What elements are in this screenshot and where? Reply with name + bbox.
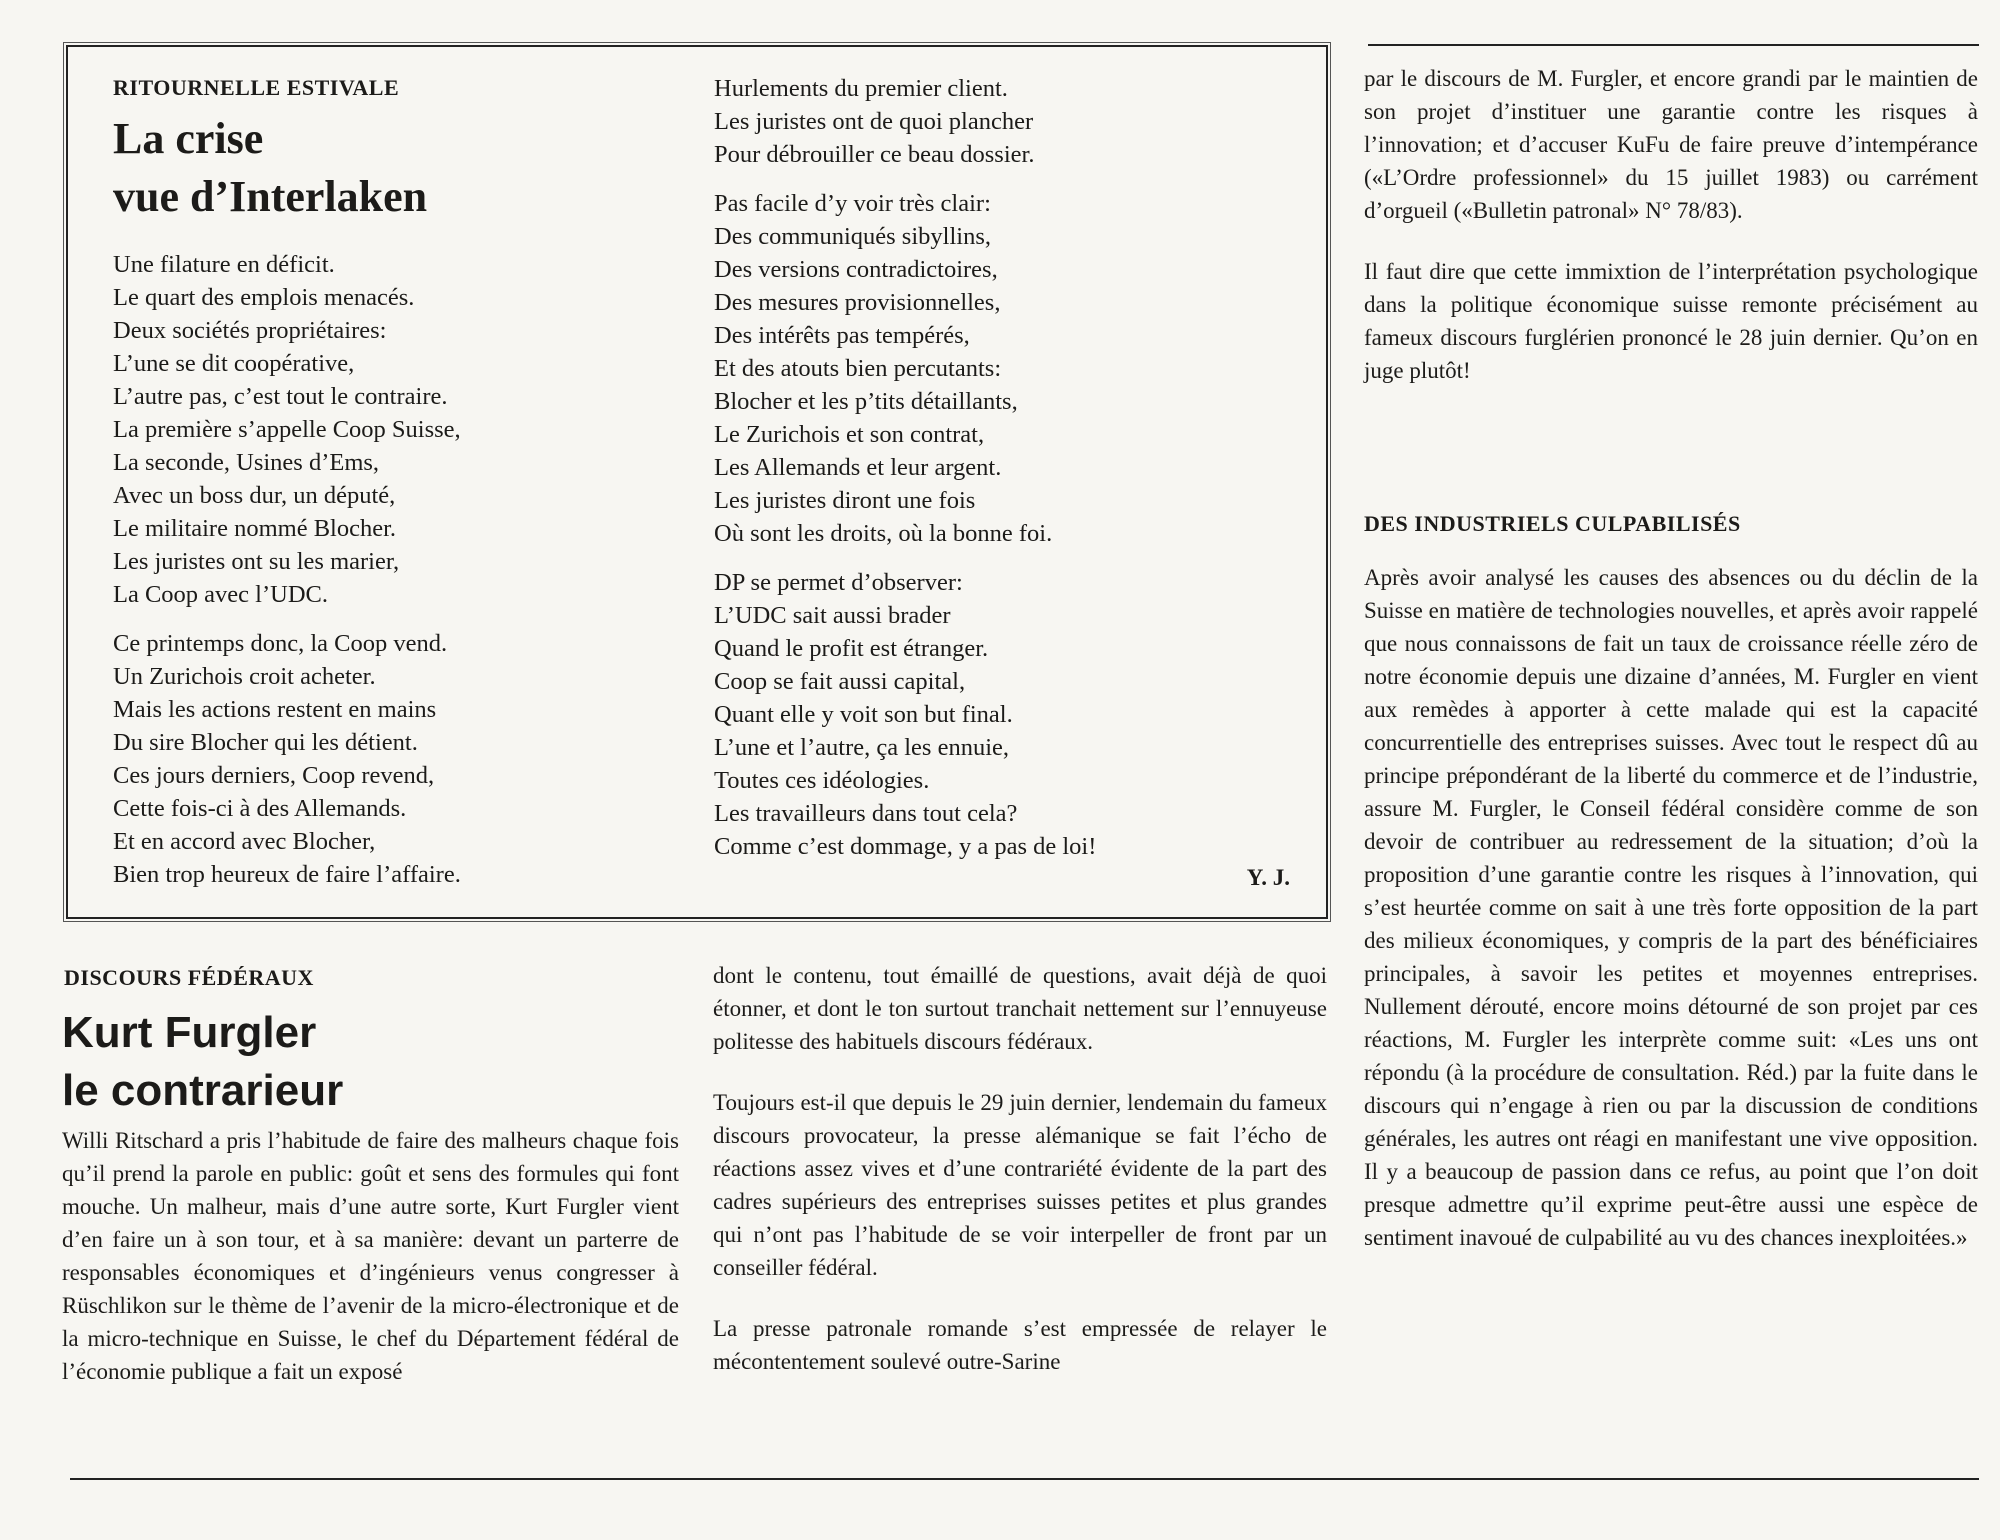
poem-line: Du sire Blocher qui les détient. (113, 729, 418, 756)
page-bottom-rule (70, 1478, 1979, 1480)
article-title (62, 1002, 343, 1118)
poem-line: Les Allemands et leur argent. (714, 454, 1002, 481)
poem-line: Pour débrouiller ce beau dossier. (714, 141, 1035, 168)
article-column-3-top (1364, 62, 1978, 387)
article-title-line-2: le contrarieur (62, 1066, 344, 1115)
poem-line: Le quart des emplois menacés. (113, 284, 415, 311)
poem-stanza (714, 566, 1304, 863)
article-paragraph: dont le contenu, tout émaillé de questions, avait déjà de quoi étonner, et dont le ton surtout tranchait nettement sur l’ennuyeuse politesse des habituels discours fédéraux. (713, 963, 1327, 1054)
article-column-3-bottom (1364, 561, 1978, 1254)
poem-stanza (113, 248, 673, 611)
article-paragraph: Après avoir analysé les causes des absences ou du déclin de la Suisse en matière de technologies nouvelles, et après avoir rappelé que nous connaissons de fait un taux de croissance réelle zéro de notre économie depuis une dizaine d’années, M. Furgler en vient aux remèdes à apporter à cette malade qui est la capacité concurrentielle des entreprises suisses. Avec tout le respect dû au principe prépondérant de la liberté du commerce et de l’industrie, assure M. Furgler, le Conseil fédéral considère comme de son devoir de contribuer au redressement de la situation; d’où la proposition d’une garantie contre les risques à l’innovation, qui s’est heurtée comme on sait à une très forte opposition de la part des milieux économiques, y compris de la part des bénéficiaires principales, à savoir les petites et moyennes entreprises. Nullement dérouté, encore moins détourné de son projet par ces réactions, M. Furgler les interprète comme suit: «Les uns ont répondu (à la procédure de consultation. Réd.) par la fuite dans le discours qui n’engage à rien ou par la discussion de conditions générales, les autres ont réagi en manifestant une vive opposition. Il y a beaucoup de passion dans ce refus, au point que l’on doit presque admettre qu’il exprime peut-être aussi une espèce de sentiment inavoué de culpabilité au vu des chances inexploitées.» (1364, 565, 1978, 1250)
poem-line: Cette fois-ci à des Allemands. (113, 795, 407, 822)
poem-title-line-2: vue d’Interlaken (113, 172, 428, 221)
article-paragraph: par le discours de M. Furgler, et encore grandi par le maintien de son projet d’instituer une garantie contre les risques à l’innovation; et d’accuser KuFu de faire preuve d’intempérance («L’Ordre professionnel» du 15 juillet 1983) ou carrément d’orgueil («Bulletin patronal» N° 78/83). (1364, 66, 1978, 223)
poem-line: Où sont les droits, où la bonne foi. (714, 520, 1053, 547)
poem-column-1 (113, 248, 673, 891)
article-subhead: DES INDUSTRIELS CULPABILISÉS (1364, 511, 1741, 536)
poem-line: Des versions contradictoires, (714, 256, 998, 283)
poem-stanza (113, 627, 673, 891)
poem-line: L’autre pas, c’est tout le contraire. (113, 383, 448, 410)
poem-line: Mais les actions restent en mains (113, 696, 437, 723)
poem-column-2 (714, 72, 1304, 863)
poem-line: Un Zurichois croit acheter. (113, 663, 376, 690)
poem-line: Bien trop heureux de faire l’affaire. (113, 861, 461, 888)
poem-line: Les juristes ont su les marier, (113, 548, 400, 575)
poem-kicker: RITOURNELLE ESTIVALE (113, 75, 400, 100)
poem-line: Des communiqués sibyllins, (714, 223, 991, 250)
poem-line: Deux sociétés propriétaires: (113, 317, 387, 344)
poem-line: Le militaire nommé Blocher. (113, 515, 397, 542)
poem-line: La Coop avec l’UDC. (113, 581, 328, 608)
poem-stanza (714, 187, 1304, 550)
poem-line: Les juristes diront une fois (714, 487, 976, 514)
poem-line: L’une se dit coopérative, (113, 350, 355, 377)
poem-signature: Y. J. (1246, 865, 1290, 890)
poem-line: Avec un boss dur, un député, (113, 482, 396, 509)
article-column-2 (713, 959, 1327, 1378)
poem-line: Pas facile d’y voir très clair: (714, 190, 991, 217)
poem-line: Quant elle y voit son but final. (714, 701, 1013, 728)
poem-line: Ce printemps donc, la Coop vend. (113, 630, 448, 657)
poem-stanza (714, 72, 1304, 171)
poem-line: L’UDC sait aussi brader (714, 602, 951, 629)
poem-title (113, 108, 427, 224)
poem-line: Des intérêts pas tempérés, (714, 322, 970, 349)
poem-line: Les juristes ont de quoi plancher (714, 108, 1034, 135)
article-kicker: DISCOURS FÉDÉRAUX (64, 965, 314, 990)
article-paragraph: Il faut dire que cette immixtion de l’interprétation psychologique dans la politique économique suisse remonte précisément au fameux discours furglérien prononcé le 28 juin dernier. Qu’on en juge plutôt! (1364, 259, 1978, 383)
column-top-rule (1368, 44, 1979, 46)
poem-line: L’une et l’autre, ça les ennuie, (714, 734, 1010, 761)
article-title-line-1: Kurt Furgler (62, 1008, 317, 1057)
poem-title-line-1: La crise (113, 114, 264, 163)
poem-line: Une filature en déficit. (113, 251, 335, 278)
article-paragraph: Willi Ritschard a pris l’habitude de faire des malheurs chaque fois qu’il prend la parole en public: goût et sens des formules qui font mouche. Un malheur, mais d’une autre sorte, Kurt Furgler vient d’en faire un à son tour, et à sa manière: devant un parterre de responsables économiques et d’ingénieurs venus congresser à Rüschlikon sur le thème de l’avenir de la micro-électronique et de la micro-technique en Suisse, le chef du Département fédéral de l’économie publique a fait un exposé (62, 1128, 679, 1384)
poem-line: Le Zurichois et son contrat, (714, 421, 985, 448)
poem-line: Quand le profit est étranger. (714, 635, 989, 662)
poem-line: Toutes ces idéologies. (714, 767, 930, 794)
article-column-1 (62, 1124, 679, 1388)
poem-line: Hurlements du premier client. (714, 75, 1008, 102)
poem-line: Des mesures provisionnelles, (714, 289, 1001, 316)
poem-line: Coop se fait aussi capital, (714, 668, 966, 695)
article-paragraph: La presse patronale romande s’est empressée de relayer le mécontentement soulevé outre-Sarine (713, 1316, 1327, 1374)
poem-line: Ces jours derniers, Coop revend, (113, 762, 435, 789)
poem-line: DP se permet d’observer: (714, 569, 963, 596)
poem-line: Et en accord avec Blocher, (113, 828, 376, 855)
poem-line: Et des atouts bien percutants: (714, 355, 1002, 382)
poem-line: La seconde, Usines d’Ems, (113, 449, 380, 476)
poem-line: Blocher et les p’tits détaillants, (714, 388, 1018, 415)
poem-line: La première s’appelle Coop Suisse, (113, 416, 461, 443)
poem-line: Comme c’est dommage, y a pas de loi! (714, 833, 1097, 860)
poem-line: Les travailleurs dans tout cela? (714, 800, 1018, 827)
article-paragraph: Toujours est-il que depuis le 29 juin dernier, lendemain du fameux discours provocateur, la presse alémanique se fait l’écho de réactions assez vives et d’une contrariété évidente de la part des cadres supérieurs des entreprises suisses petites et plus grandes qui n’ont pas l’habitude de se voir interpeller de front par un conseiller fédéral. (713, 1090, 1327, 1280)
